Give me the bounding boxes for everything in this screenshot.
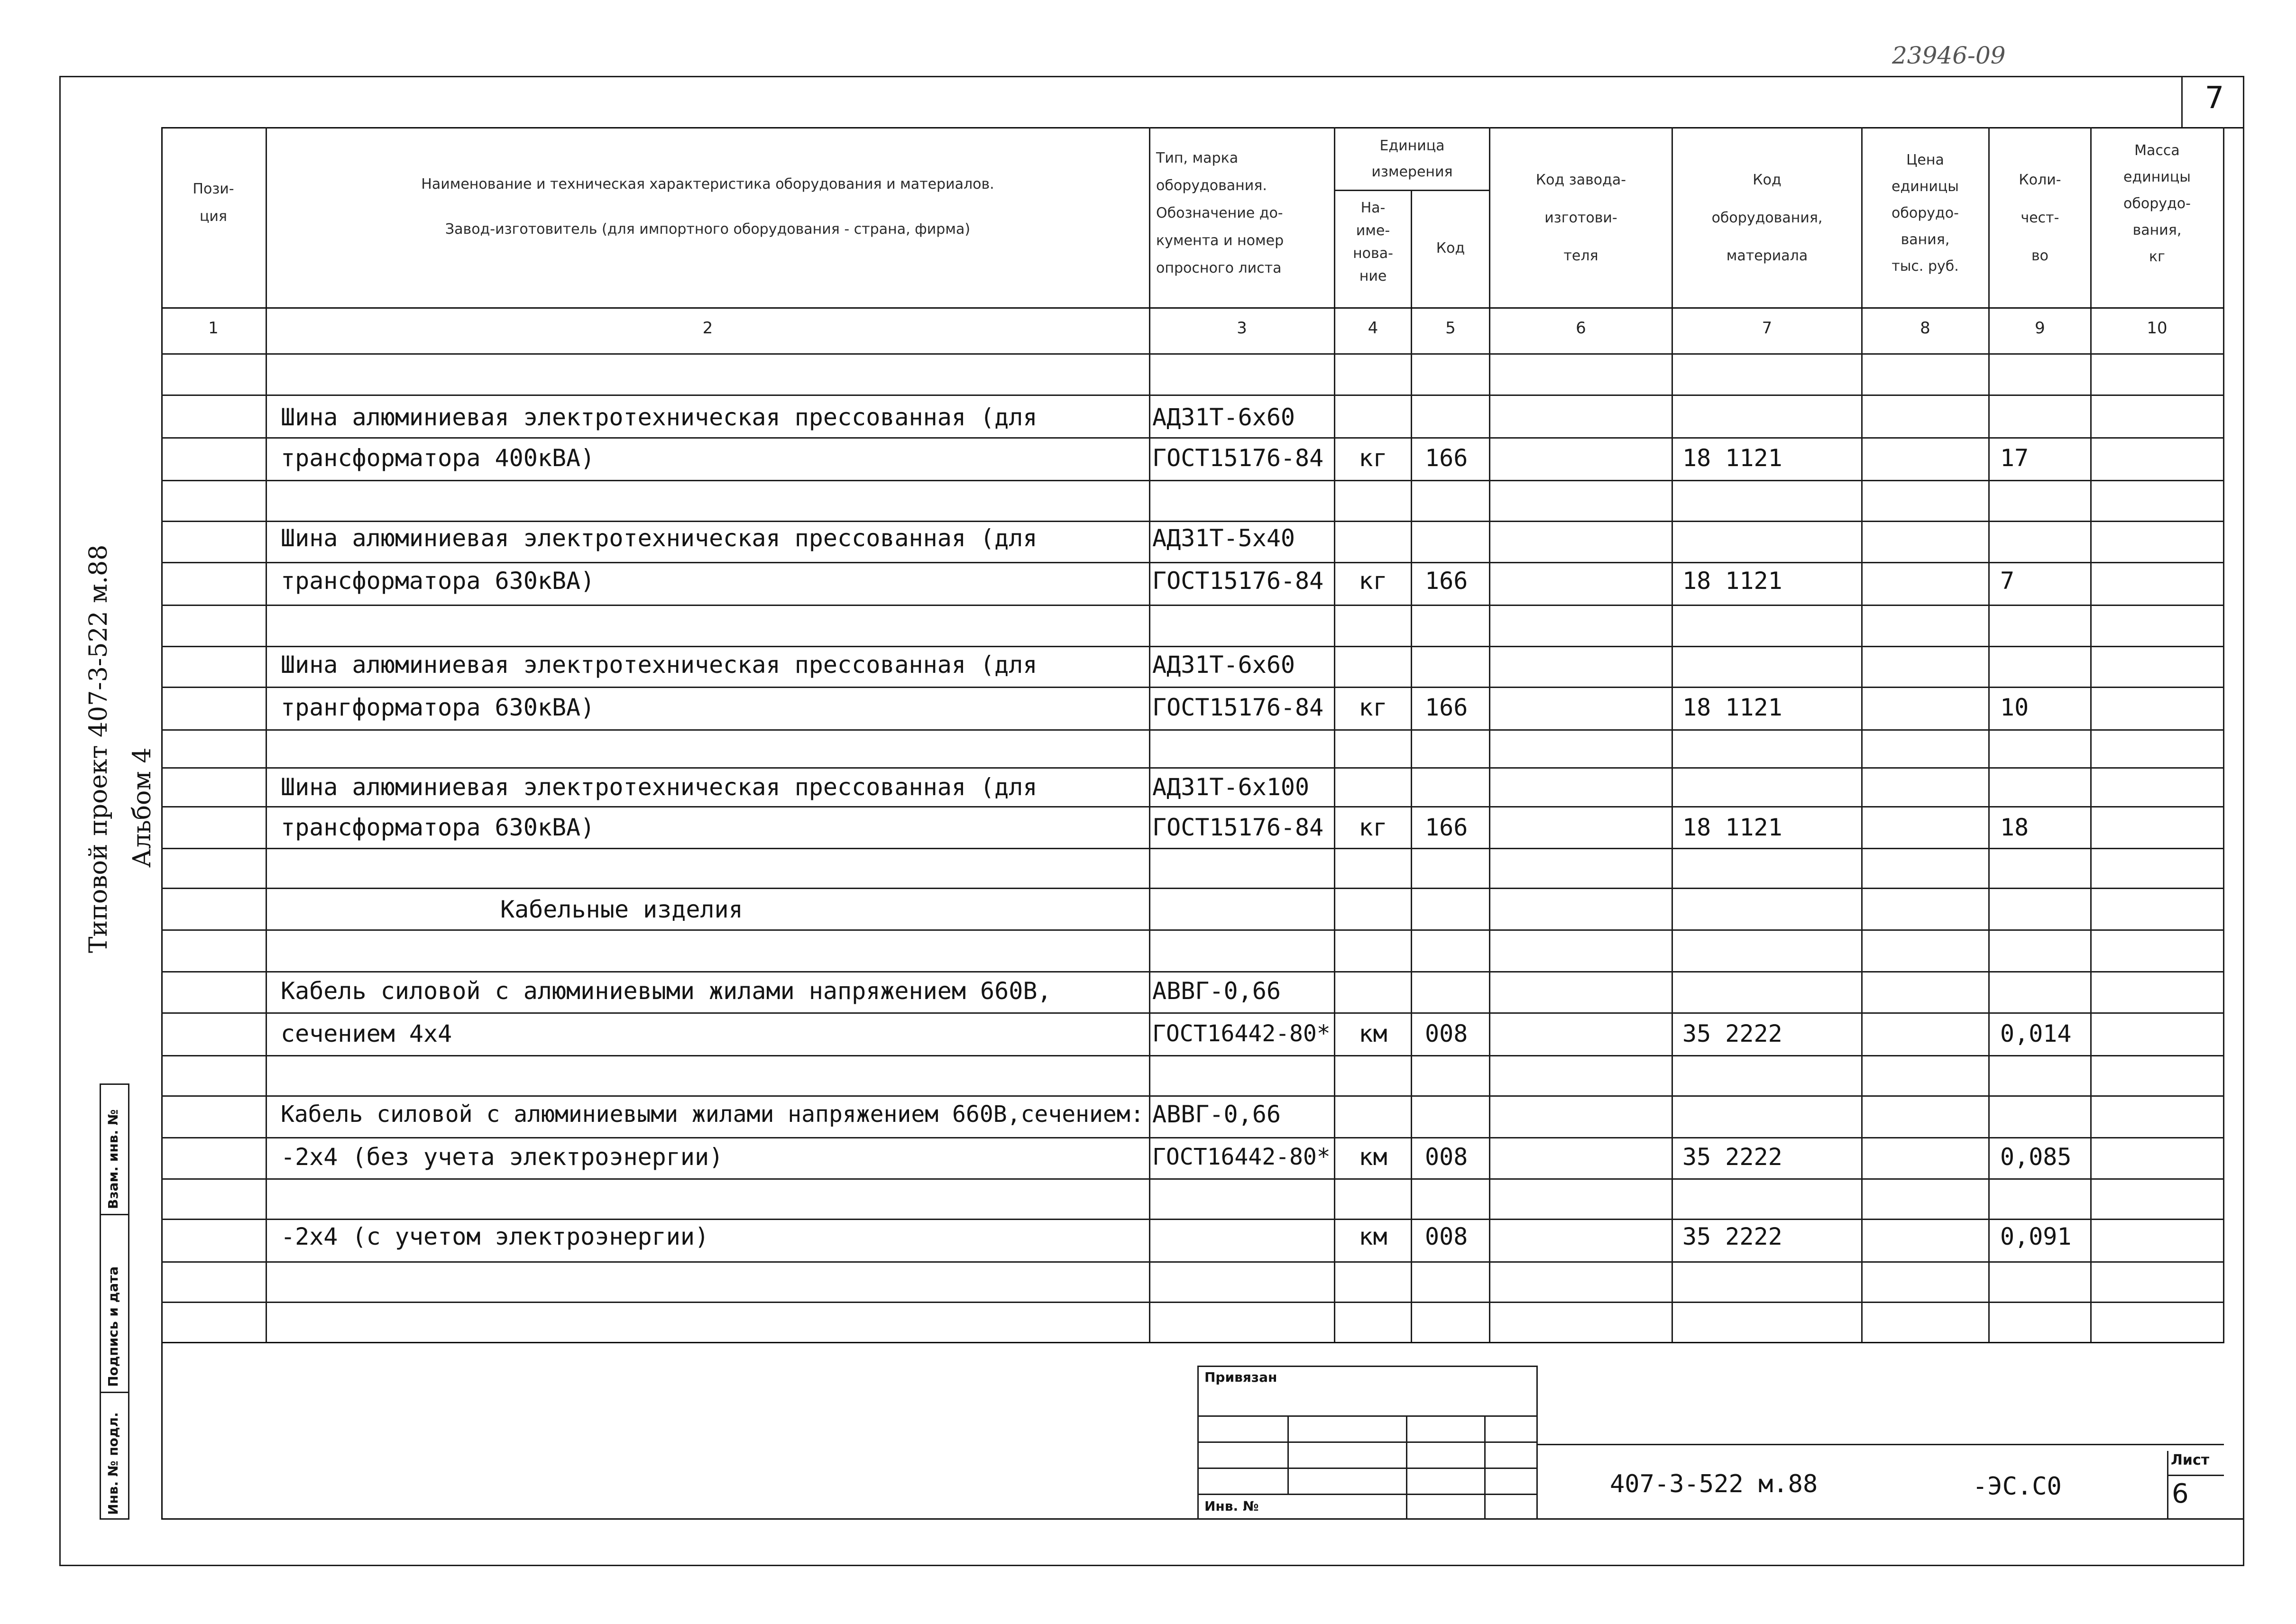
row-name: трангформатора 630кВА)	[281, 694, 595, 721]
stamp-inv-no: Инв. №	[1204, 1498, 1259, 1514]
header-name-line2: Завод-изготовитель (для импортного оборудования - страна, фирма)	[445, 221, 971, 238]
row-name: трансформатора 630кВА)	[281, 567, 595, 595]
row-name: -2х4 (без учета электроэнергии)	[281, 1143, 724, 1171]
stamp-vzam-inv: Взам. инв. №	[105, 1109, 121, 1209]
row-unit: кг	[1359, 444, 1387, 472]
row-name: Шина алюминиевая электротехническая прессованная (для	[281, 651, 1038, 679]
header-unit-name: На- име- нова- ние	[1353, 200, 1393, 284]
row-unit: км	[1359, 1223, 1387, 1250]
row-name: трансформатора 400кВА)	[281, 444, 595, 472]
header-unit-code: Код	[1436, 240, 1465, 257]
row-type: ГОСТ15176-84	[1152, 567, 1324, 595]
stamp-signature-date: Подпись и дата	[105, 1266, 121, 1387]
row-unit-code: 008	[1425, 1223, 1468, 1250]
row-unit: кг	[1359, 814, 1387, 841]
header-position: Пози- ция	[193, 181, 234, 225]
row-name: трансформатора 630кВА)	[281, 814, 595, 841]
side-title-line1: Типовой проект 407-3-522 м.88	[84, 544, 113, 953]
row-unit-code: 008	[1425, 1020, 1468, 1047]
row-name: -2х4 (с учетом электроэнергии)	[281, 1223, 709, 1250]
row-unit: км	[1359, 1020, 1387, 1047]
row-unit: кг	[1359, 567, 1387, 595]
row-quantity: 0,014	[2000, 1020, 2072, 1047]
row-name: сечением 4х4	[281, 1020, 452, 1047]
row-type: ГОСТ15176-84	[1152, 444, 1324, 472]
row-material-code: 35 2222	[1682, 1020, 1782, 1047]
row-unit-code: 008	[1425, 1143, 1468, 1171]
row-material-code: 18 1121	[1682, 567, 1782, 595]
stamp-inv-podl: Инв. № подл.	[105, 1412, 121, 1515]
row-type: АВВГ-0,66	[1152, 977, 1281, 1005]
colnum-9: 9	[2035, 319, 2045, 338]
row-type: ГОСТ15176-84	[1152, 694, 1324, 721]
row-material-code: 35 2222	[1682, 1223, 1782, 1250]
frame-top	[59, 76, 2244, 77]
sheet-label: Лист	[2171, 1452, 2210, 1468]
row-name: Кабель силовой с алюминиевыми жилами напряжением 660В,сечением:	[281, 1101, 1144, 1128]
header-factory-code: Код завода- изготови- теля	[1535, 172, 1626, 264]
header-bottom	[161, 307, 2224, 309]
row-type: АД31Т-6х60	[1152, 651, 1295, 679]
header-type: Тип, марка оборудования. Обозначение до- кумента и номер опросного листа	[1156, 150, 1284, 276]
row-type: АД31Т-6х100	[1152, 773, 1310, 801]
stamp-privyazan: Привязан	[1204, 1369, 1277, 1385]
row-unit: кг	[1359, 694, 1387, 721]
row-quantity: 0,091	[2000, 1223, 2072, 1250]
section-title: Кабельные изделия	[500, 896, 743, 923]
header-name-line1: Наименование и техническая характеристика оборудования и материалов.	[421, 176, 994, 193]
page-number: 7	[2204, 81, 2224, 116]
colnum-3: 3	[1237, 319, 1247, 338]
row-type: АД31Т-5х40	[1152, 524, 1295, 552]
row-type: АВВГ-0,66	[1152, 1101, 1281, 1128]
colnum-2: 2	[702, 319, 713, 338]
table-left	[161, 127, 163, 1520]
row-unit-code: 166	[1425, 567, 1468, 595]
row-type: ГОСТ16442-80*	[1152, 1020, 1331, 1047]
archive-number: 23946-09	[1892, 42, 2006, 69]
row-unit-code: 166	[1425, 694, 1468, 721]
colnum-7: 7	[1762, 319, 1773, 338]
row-unit: км	[1359, 1143, 1387, 1171]
colnum-6: 6	[1576, 319, 1586, 338]
row-material-code: 18 1121	[1682, 444, 1782, 472]
document-code: -ЭС.С0	[1973, 1472, 2062, 1501]
row-quantity: 10	[2000, 694, 2029, 721]
row-unit-code: 166	[1425, 444, 1468, 472]
frame-bottom	[59, 1565, 2244, 1566]
frame-left	[59, 76, 61, 1566]
colnum-10: 10	[2147, 319, 2167, 338]
header-unit: Единица измерения	[1371, 138, 1453, 180]
header-price: Цена единицы оборудо- вания, тыс. руб.	[1892, 152, 1959, 275]
header-material-code: Код оборудования, материала	[1711, 172, 1823, 264]
colnum-4: 4	[1368, 319, 1378, 338]
row-quantity: 17	[2000, 444, 2029, 472]
header-quantity: Коли- чест- во	[2019, 172, 2061, 264]
frame-right	[2243, 76, 2244, 1566]
row-material-code: 18 1121	[1682, 814, 1782, 841]
table-top	[161, 127, 2243, 128]
row-name: Шина алюминиевая электротехническая прессованная (для	[281, 773, 1038, 801]
row-name: Шина алюминиевая электротехническая прессованная (для	[281, 524, 1038, 552]
colnum-5: 5	[1445, 319, 1456, 338]
row-name: Кабель силовой с алюминиевыми жилами напряжением 660В,	[281, 977, 1052, 1005]
colnum-bottom	[161, 353, 2224, 355]
row-material-code: 18 1121	[1682, 694, 1782, 721]
row-material-code: 35 2222	[1682, 1143, 1782, 1171]
row-unit-code: 166	[1425, 814, 1468, 841]
row-type: ГОСТ15176-84	[1152, 814, 1324, 841]
row-quantity: 7	[2000, 567, 2015, 595]
sheet-number: 6	[2172, 1478, 2189, 1509]
colnum-8: 8	[1920, 319, 1930, 338]
table-bottom	[161, 1518, 2243, 1520]
row-quantity: 0,085	[2000, 1143, 2072, 1171]
document-designation: 407-3-522 м.88	[1610, 1470, 1818, 1498]
header-mass: Масса единицы оборудо- вания, кг	[2123, 142, 2191, 265]
row-name: Шина алюминиевая электротехническая прессованная (для	[281, 404, 1038, 431]
colnum-1: 1	[208, 319, 219, 338]
row-quantity: 18	[2000, 814, 2029, 841]
row-type: АД31Т-6х60	[1152, 404, 1295, 431]
side-title-line2: Альбом 4	[128, 747, 156, 868]
row-type: ГОСТ16442-80*	[1152, 1144, 1331, 1170]
